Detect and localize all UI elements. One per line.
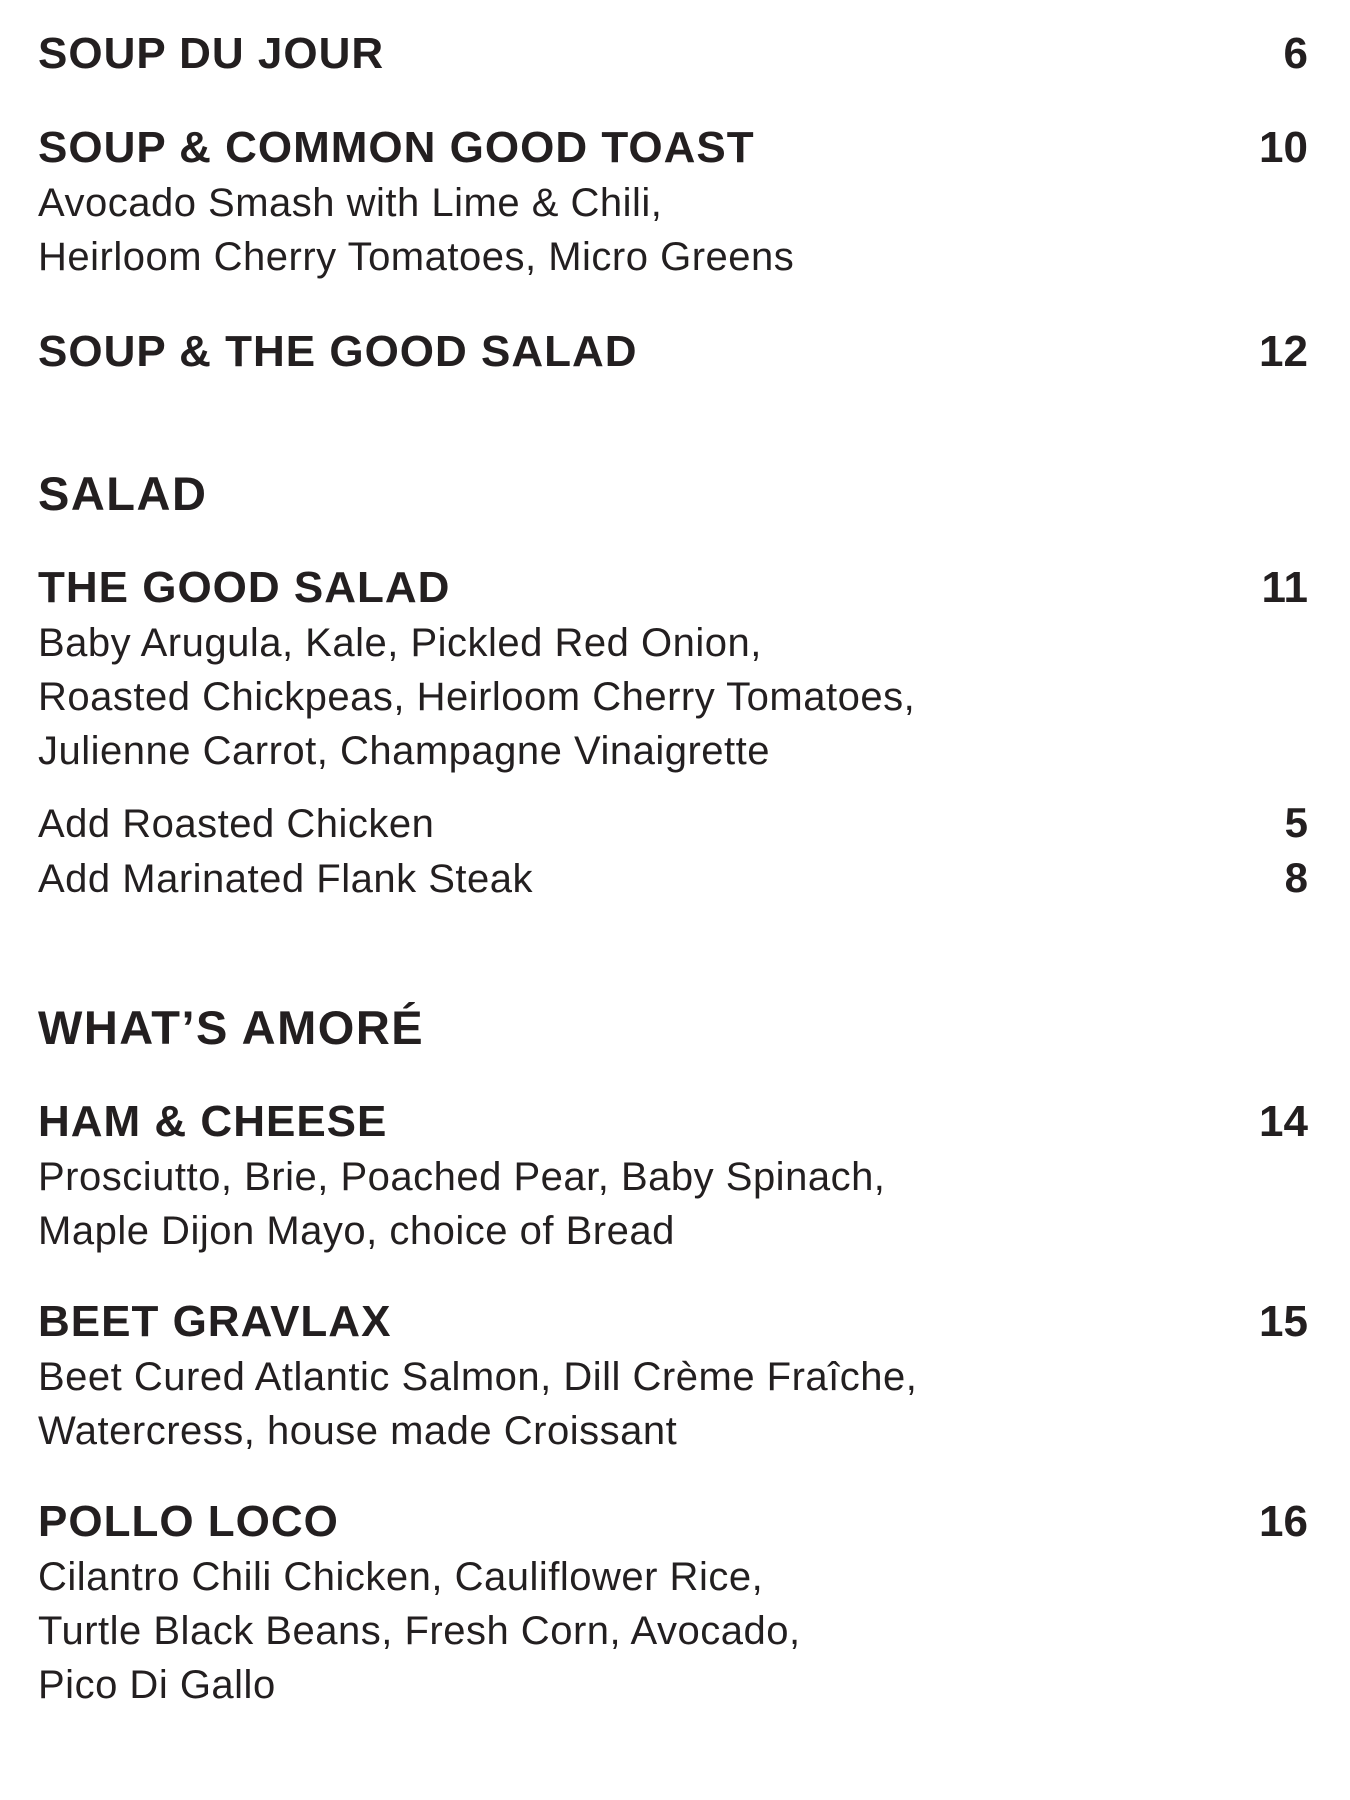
menu-item-pollo-loco xyxy=(38,1494,1308,1712)
item-price: 16 xyxy=(1259,1497,1308,1546)
item-description-line: Watercress, house made Croissant xyxy=(38,1409,678,1453)
item-description-line: Julienne Carrot, Champagne Vinaigrette xyxy=(38,729,771,773)
menu-item-soup-toast xyxy=(38,120,1308,284)
item-price: 14 xyxy=(1259,1097,1308,1146)
item-name: SOUP & THE GOOD SALAD xyxy=(38,327,638,376)
item-price: 10 xyxy=(1259,123,1308,172)
section-heading-amore: WHAT’S AMORÉ xyxy=(38,1001,425,1054)
item-name: SOUP & COMMON GOOD TOAST xyxy=(38,123,755,172)
item-description-line: Roasted Chickpeas, Heirloom Cherry Tomatoes, xyxy=(38,675,916,719)
item-description-line: Baby Arugula, Kale, Pickled Red Onion, xyxy=(38,621,762,665)
item-price: 6 xyxy=(1283,29,1308,78)
addon-price: 8 xyxy=(1284,854,1308,901)
menu-item-soup-salad xyxy=(38,324,1308,380)
section-heading-salad: SALAD xyxy=(38,467,208,520)
item-name: BEET GRAVLAX xyxy=(38,1297,392,1346)
item-price: 11 xyxy=(1261,563,1308,612)
item-description-line: Avocado Smash with Lime & Chili, xyxy=(38,181,663,225)
item-name: THE GOOD SALAD xyxy=(38,563,451,612)
addon-name: Add Roasted Chicken xyxy=(38,802,435,846)
item-description-line: Beet Cured Atlantic Salmon, Dill Crème Fraîche, xyxy=(38,1355,918,1399)
addon-price: 5 xyxy=(1284,799,1308,846)
item-description-line: Prosciutto, Brie, Poached Pear, Baby Spinach, xyxy=(38,1155,886,1199)
item-price: 15 xyxy=(1259,1297,1308,1346)
item-name: HAM & CHEESE xyxy=(38,1097,388,1146)
item-description-line: Cilantro Chili Chicken, Cauliflower Rice, xyxy=(38,1555,764,1599)
item-description-line: Maple Dijon Mayo, choice of Bread xyxy=(38,1209,675,1253)
addon-item xyxy=(38,851,1308,906)
item-description-line: Pico Di Gallo xyxy=(38,1663,276,1707)
menu-item-ham-cheese xyxy=(38,1094,1308,1258)
menu-page xyxy=(38,26,1308,1712)
item-description-line: Heirloom Cherry Tomatoes, Micro Greens xyxy=(38,235,795,279)
item-name: POLLO LOCO xyxy=(38,1497,339,1546)
menu-item-soup-du-jour xyxy=(38,26,1308,82)
menu-item-good-salad xyxy=(38,560,1308,778)
addon-list xyxy=(38,796,1308,906)
item-description-line: Turtle Black Beans, Fresh Corn, Avocado, xyxy=(38,1609,801,1653)
item-name: SOUP DU JOUR xyxy=(38,29,385,78)
item-price: 12 xyxy=(1259,327,1308,376)
menu-item-beet-gravlax xyxy=(38,1294,1308,1458)
addon-item xyxy=(38,796,1308,851)
addon-name: Add Marinated Flank Steak xyxy=(38,857,533,901)
